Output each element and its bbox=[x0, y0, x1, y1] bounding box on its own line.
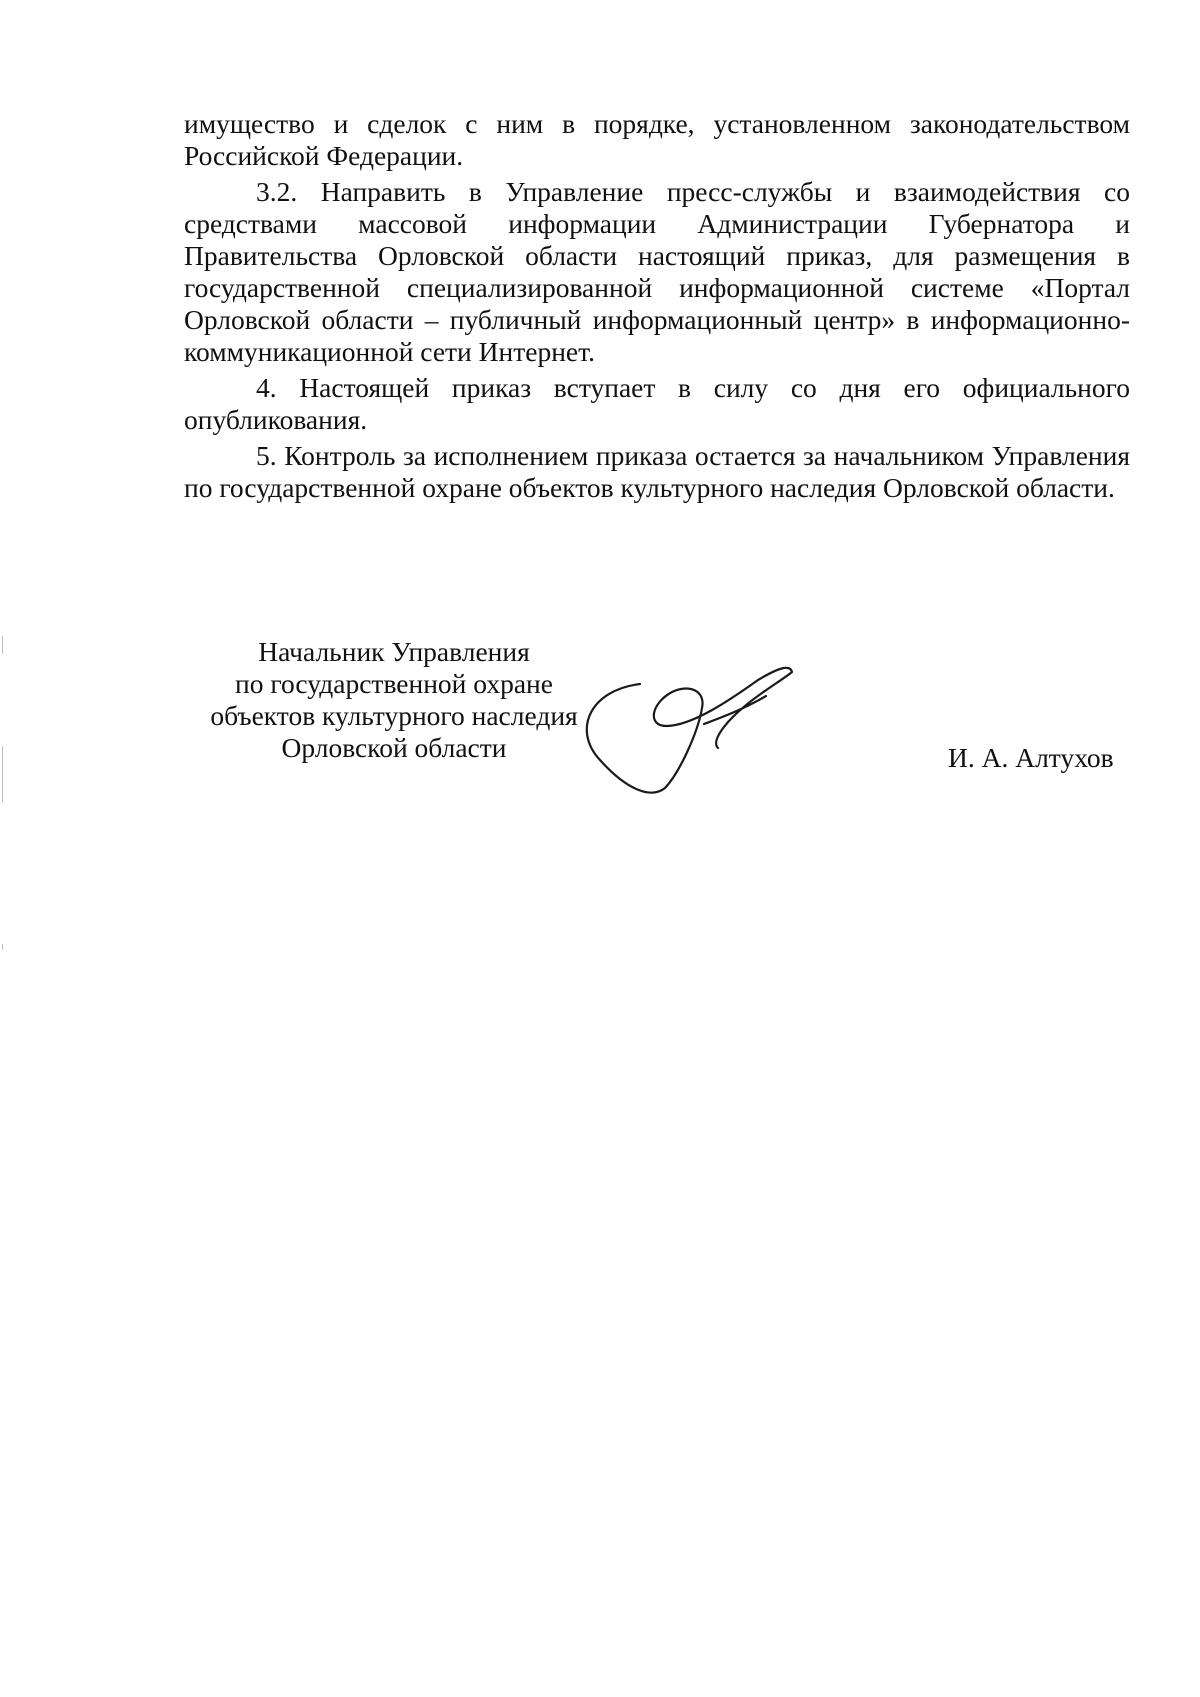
paragraph-item-5: 5. Контроль за исполнением приказа остается за начальником Управления по государственной охране объектов культурного наследия Орловской области. bbox=[184, 440, 1130, 503]
document-body bbox=[184, 108, 1130, 508]
paragraph-continuation: имущество и сделок с ним в порядке, установленном законодательством Российской Федерации. bbox=[184, 108, 1130, 171]
scan-artifact bbox=[2, 636, 3, 654]
signatory-position bbox=[184, 636, 604, 764]
handwritten-signature bbox=[580, 660, 850, 810]
paragraph-item-3-2: 3.2. Направить в Управление пресс-службы и взаимодействия со средствами массовой информации Администрации Губернатора и Правительства Орловской области настоящий приказ, для размещения в государственной специализированной информационной системе «Портал Орловской области – публичный информационный центр» в информационно-коммуникационной сети Интернет. bbox=[184, 176, 1130, 367]
position-line: Орловской области bbox=[281, 732, 507, 763]
paragraph-item-4: 4. Настоящей приказ вступает в силу со дня его официального опубликования. bbox=[184, 372, 1130, 435]
scan-artifact bbox=[2, 944, 3, 950]
position-line: по государственной охране bbox=[235, 668, 553, 699]
position-line: Начальник Управления bbox=[258, 636, 530, 667]
scan-artifact bbox=[2, 746, 3, 802]
position-line: объектов культурного наследия bbox=[210, 700, 578, 731]
signatory-name: И. А. Алтухов bbox=[948, 742, 1114, 773]
